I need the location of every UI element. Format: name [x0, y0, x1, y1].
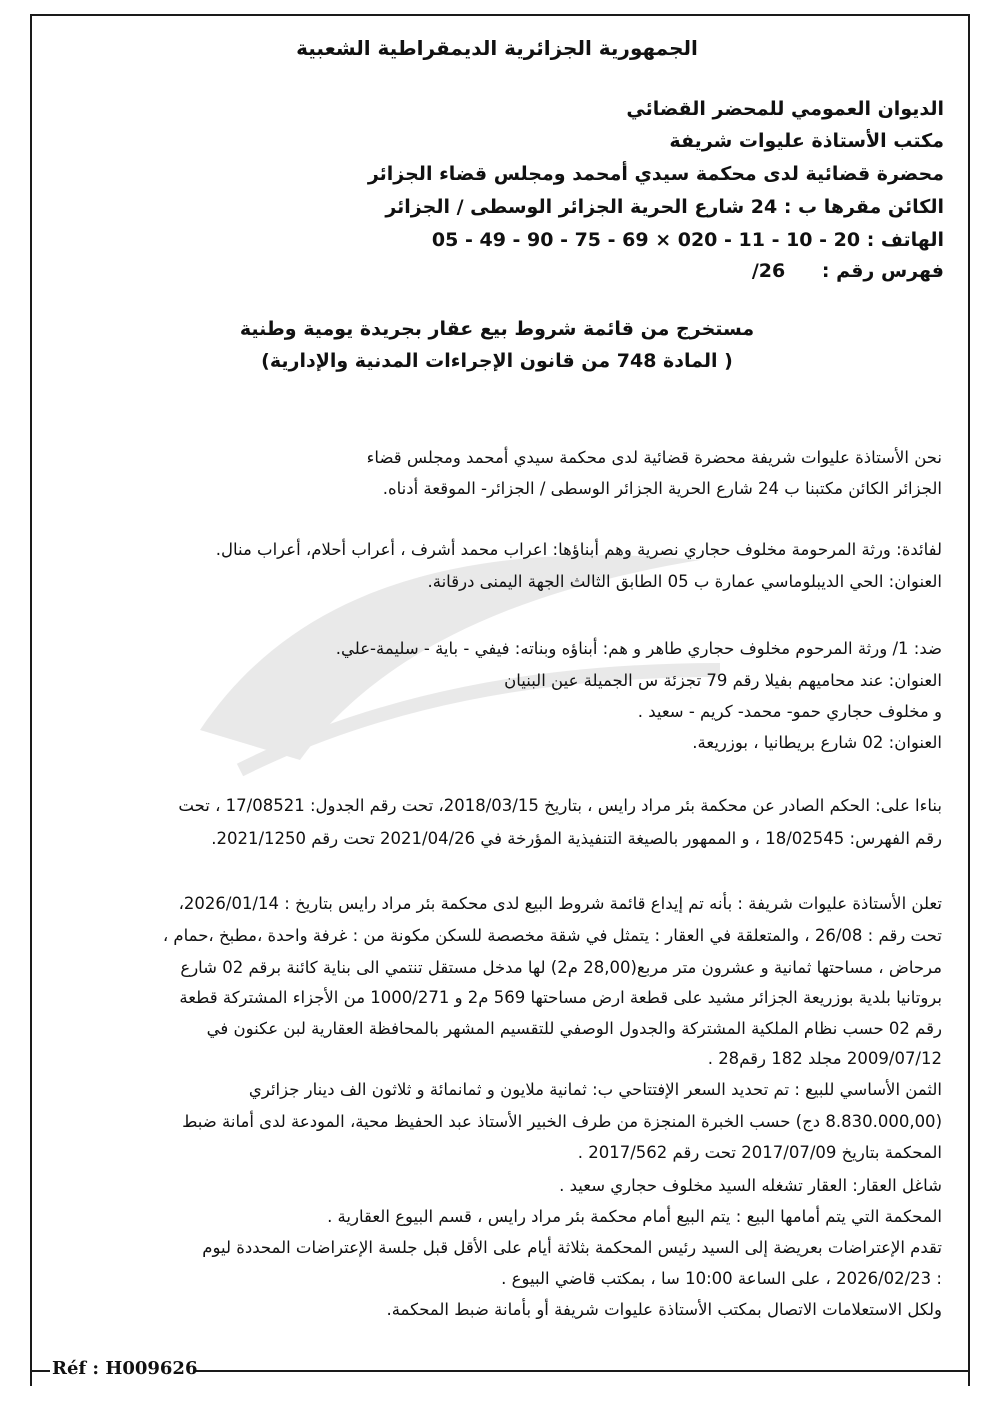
- bottom-border: [196, 1370, 970, 1372]
- intro-line-1: نحن الأستاذة عليوات شريفة محضرة قضائية لدى محكمة سيدي أمحمد ومجلس قضاء: [366, 448, 942, 467]
- objections-line-1: تقدم الإعتراضات بعريضة إلى السيد رئيس المحكمة بثلاثة أيام على الأقل قبل جلسة الإعتراضات المحددة ليوم: [202, 1238, 942, 1257]
- document-title: مستخرج من قائمة شروط بيع عقار بجريدة يومية وطنية: [239, 318, 755, 340]
- occupant-line: شاغل العقار: العقار تشغله السيد مخلوف حجاري سعيد .: [559, 1176, 942, 1195]
- index-value: /26: [751, 260, 786, 282]
- phone-numbers: 05 - 49 - 90 - 75 - 69 × 020 - 11 - 10 - 20: [431, 229, 861, 251]
- document-subtitle: ( المادة 748 من قانون الإجراءات المدنية والإدارية): [261, 350, 733, 372]
- announce-line-3: مرحاض ، مساحتها ثمانية و عشرون متر مربع(28,00 م2) لها مدخل مستقل تنتمي الى بناية كائنة برقم 02 شارع: [180, 958, 942, 977]
- objections-line-2: : 2026/02/23 ، على الساعة 10:00 سا ، بمكتب قاضي البيوع .: [501, 1269, 942, 1288]
- announce-line-5: رقم 02 حسب نظام الملكية المشتركة والجدول الوصفي للتقسيم المشهر بالمحافظة العقارية لبن عكنون في: [206, 1019, 942, 1038]
- bottom-border-left: [30, 1370, 50, 1372]
- index-line: [752, 260, 944, 282]
- sale-court-line: المحكمة التي يتم أمامها البيع : يتم البيع أمام محكمة بئر مراد رايس ، قسم البيوع العقارية .: [327, 1207, 942, 1226]
- against-address-1: العنوان: عند محاميهم بفيلا رقم 79 تجزئة س الجميلة عين البنيان: [504, 671, 942, 690]
- basis-line-1: بناءا على: الحكم الصادر عن محكمة بئر مراد رايس ، بتاريخ 2018/03/15، تحت رقم الجدول: 17/08521 ، تحت: [178, 796, 942, 815]
- price-line-3: المحكمة بتاريخ 2017/07/09 تحت رقم 2017/562 .: [577, 1143, 942, 1162]
- announce-line-6: 2009/07/12 مجلد 182 رقم28 .: [707, 1049, 942, 1068]
- against-others: و مخلوف حجاري حمو- محمد- كريم - سعيد .: [637, 702, 942, 721]
- bureau-title: مكتب الأستاذة عليوات شريفة: [669, 130, 944, 152]
- beneficiary-address: العنوان: الحي الديبلوماسي عمارة ب 05 الطابق الثالث الجهة اليمنى درقانة.: [427, 572, 942, 591]
- phone-label: الهاتف :: [866, 229, 944, 251]
- price-line-2: (8.830.000,00 دج) حسب الخبرة المنجزة من طرف الخبير الأستاذ عبد الحفيظ محية، المودعة لدى أمانة ضبط: [182, 1112, 942, 1131]
- court-title: محضرة قضائية لدى محكمة سيدي أمحمد ومجلس قضاء الجزائر: [367, 163, 944, 185]
- basis-line-2: رقم الفهرس: 18/02545 ، و الممهور بالصيغة التنفيذية المؤرخة في 2021/04/26 تحت رقم 2021/1250.: [211, 829, 942, 848]
- announce-line-2: تحت رقم : 26/08 ، والمتعلقة في العقار : يتمثل في شقة مخصصة للسكن مكونة من : غرفة واحدة ،مطبخ ،حمام ،: [162, 926, 942, 945]
- office-title: الديوان العمومي للمحضر القضائي: [626, 98, 944, 120]
- index-label: فهرس رقم :: [821, 260, 944, 282]
- reference-number: Réf : H009626: [52, 1358, 198, 1379]
- intro-line-2: الجزائر الكائن مكتبنا ب 24 شارع الحرية الجزائر الوسطى / الجزائر- الموقعة أدناه.: [382, 479, 942, 498]
- announce-line-1: تعلن الأستاذة عليوات شريفة : بأنه تم إيداع قائمة شروط البيع لدى محكمة بئر مراد رايس بتاريخ : 2026/01/14،: [178, 894, 942, 913]
- against-line: ضد: 1/ ورثة المرحوم مخلوف حجاري طاهر و هم: أبناؤه وبناته: فيفي - باية - سليمة-علي.: [335, 639, 942, 658]
- announce-line-4: بروتانيا بلدية بوزريعة الجزائر مشيد على قطعة ارض مساحتها 569 م2 و 1000/271 من الأجزاء المشتركة قطعة: [179, 988, 942, 1007]
- inquiries-line: ولكل الاستعلامات الاتصال بمكتب الأستاذة عليوات شريفة أو بأمانة ضبط المحكمة.: [386, 1300, 942, 1319]
- price-line-1: الثمن الأساسي للبيع : تم تحديد السعر الإفتتاحي ب: ثمانية ملايون و ثمانمائة و ثلاثون الف دينار جزائري: [248, 1080, 942, 1099]
- against-address-2: العنوان: 02 شارع بريطانيا ، بوزريعة.: [692, 733, 942, 752]
- republic-heading: الجمهورية الجزائرية الديمقراطية الشعبية: [296, 36, 698, 60]
- office-address: الكائن مقرها ب : 24 شارع الحرية الجزائر الوسطى / الجزائر: [385, 196, 944, 218]
- beneficiary-line: لفائدة: ورثة المرحومة مخلوف حجاري نصرية وهم أبناؤها: اعراب محمد أشرف ، أعراب أحلام، أعراب منال.: [215, 540, 942, 559]
- phone-line: [432, 229, 944, 251]
